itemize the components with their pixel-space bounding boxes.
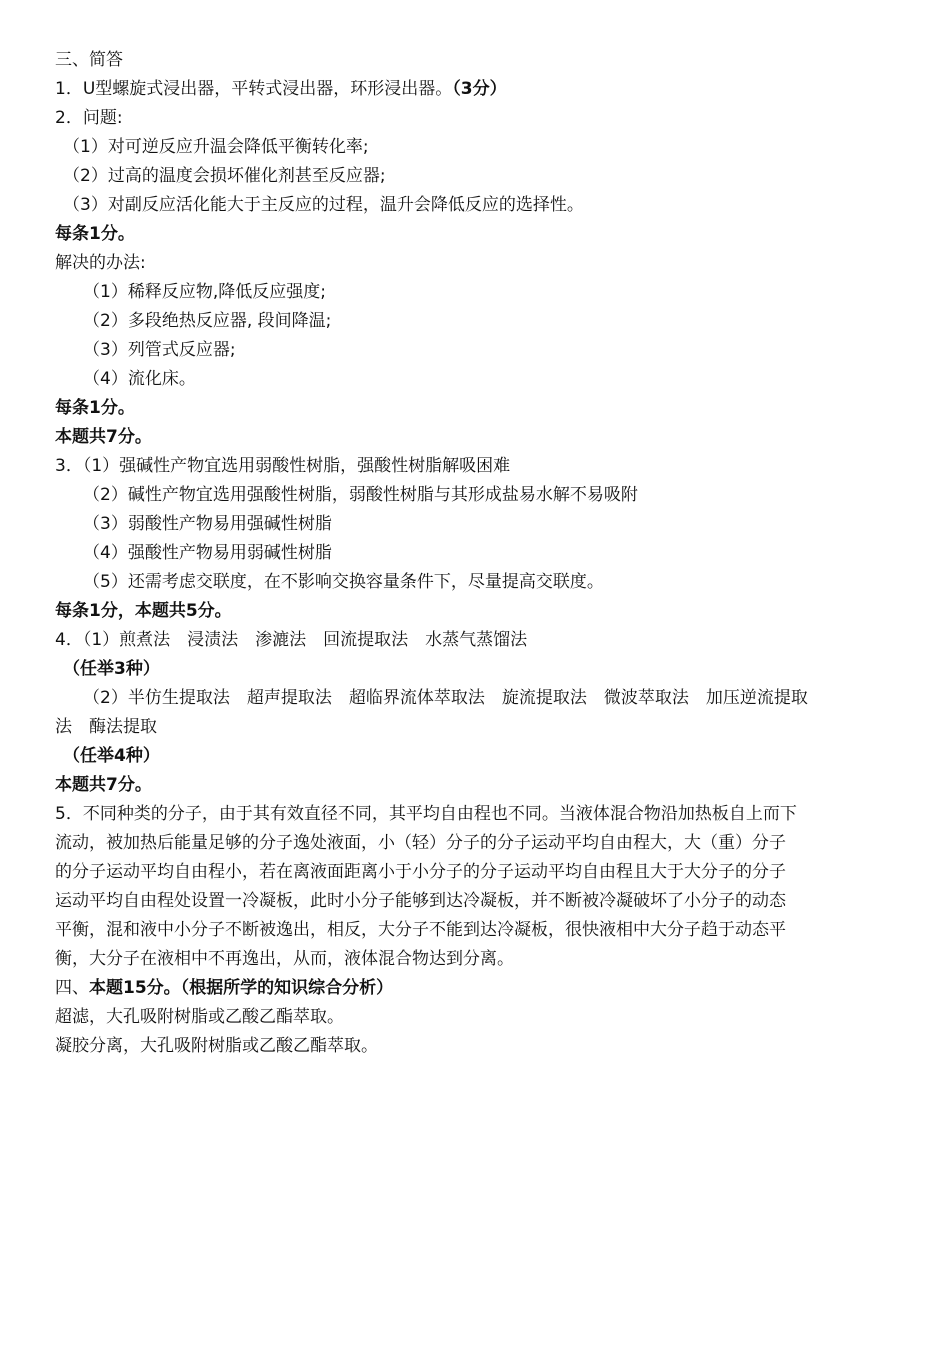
q2-problem-2: （2）过高的温度会损坏催化剂甚至反应器; — [63, 166, 386, 186]
q5-line-5: 平衡，混和液中小分子不断被逸出，相反，大分子不能到达冷凝板，很快液相中大分子趋于动态平 — [55, 920, 786, 940]
q2-problem-1: （1）对可逆反应升温会降低平衡转化率; — [63, 137, 369, 157]
answer-document — [55, 46, 900, 1061]
section4-heading-prefix: 四、 — [55, 978, 89, 998]
section4-answer-1: 超滤，大孔吸附树脂或乙酸乙酯萃取。 — [55, 1007, 344, 1027]
q2-solutions-score: 每条1分。 — [55, 398, 135, 418]
q4-item-2-line-2: 法 酶法提取 — [55, 717, 157, 737]
q5-line-6: 衡，大分子在液相中不再逸出，从而，液体混合物达到分离。 — [55, 949, 514, 969]
section3-heading: 三、简答 — [55, 50, 123, 70]
q2-problems-score: 每条1分。 — [55, 224, 135, 244]
q4-item-2-line-1: （2）半仿生提取法 超声提取法 超临界流体萃取法 旋流提取法 微波萃取法 加压逆流提取 — [83, 688, 808, 708]
q5-line-1: 5．不同种类的分子，由于其有效直径不同，其平均自由程也不同。当液体混合物沿加热板自上而下 — [55, 804, 797, 824]
q2-solutions-label: 解决的办法: — [55, 253, 146, 273]
q4-item-1: 4．（1）煎煮法 浸渍法 渗漉法 回流提取法 水蒸气蒸馏法 — [55, 630, 528, 650]
q4-total: 本题共7分。 — [55, 775, 152, 795]
q3-score: 每条1分，本题共5分。 — [55, 601, 232, 621]
q1-score: （3分） — [452, 79, 507, 99]
q3-item-4: （4）强酸性产物易用弱碱性树脂 — [83, 543, 332, 563]
q2-problem-3: （3）对副反应活化能大于主反应的过程，温升会降低反应的选择性。 — [63, 195, 584, 215]
q2-solution-1: （1）稀释反应物,降低反应强度; — [83, 282, 326, 302]
q2-total: 本题共7分。 — [55, 427, 152, 447]
section4-heading-bold: 本题15分。（根据所学的知识综合分析） — [89, 978, 394, 998]
q2-solution-2: （2）多段绝热反应器, 段间降温; — [83, 311, 332, 331]
q3-item-5: （5）还需考虑交联度，在不影响交换容量条件下，尽量提高交联度。 — [83, 572, 604, 592]
section4-heading — [55, 974, 900, 1003]
q3-item-2: （2）碱性产物宜选用强酸性树脂，弱酸性树脂与其形成盐易水解不易吸附 — [83, 485, 638, 505]
q2-problems-label: 2．问题: — [55, 108, 123, 128]
q1-answer — [55, 75, 900, 104]
q4-item-2-note: （任举4种） — [63, 746, 160, 766]
q3-item-1: 3．（1）强碱性产物宜选用弱酸性树脂，强酸性树脂解吸困难 — [55, 456, 511, 476]
section4-answer-2: 凝胶分离，大孔吸附树脂或乙酸乙酯萃取。 — [55, 1036, 378, 1056]
q5-line-2: 流动，被加热后能量足够的分子逸处液面，小（轻）分子的分子运动平均自由程大，大（重）分子 — [55, 833, 786, 853]
q2-solution-4: （4）流化床。 — [83, 369, 196, 389]
q5-line-3: 的分子运动平均自由程小，若在离液面距离小于小分子的分子运动平均自由程且大于大分子的分子 — [55, 862, 786, 882]
q1-text: 1．U型螺旋式浸出器，平转式浸出器，环形浸出器。 — [55, 79, 453, 99]
q4-item-1-note: （任举3种） — [63, 659, 160, 679]
q5-line-4: 运动平均自由程处设置一冷凝板，此时小分子能够到达冷凝板，并不断被冷凝破坏了小分子的动态 — [55, 891, 786, 911]
q3-item-3: （3）弱酸性产物易用强碱性树脂 — [83, 514, 332, 534]
q2-solution-3: （3）列管式反应器; — [83, 340, 236, 360]
